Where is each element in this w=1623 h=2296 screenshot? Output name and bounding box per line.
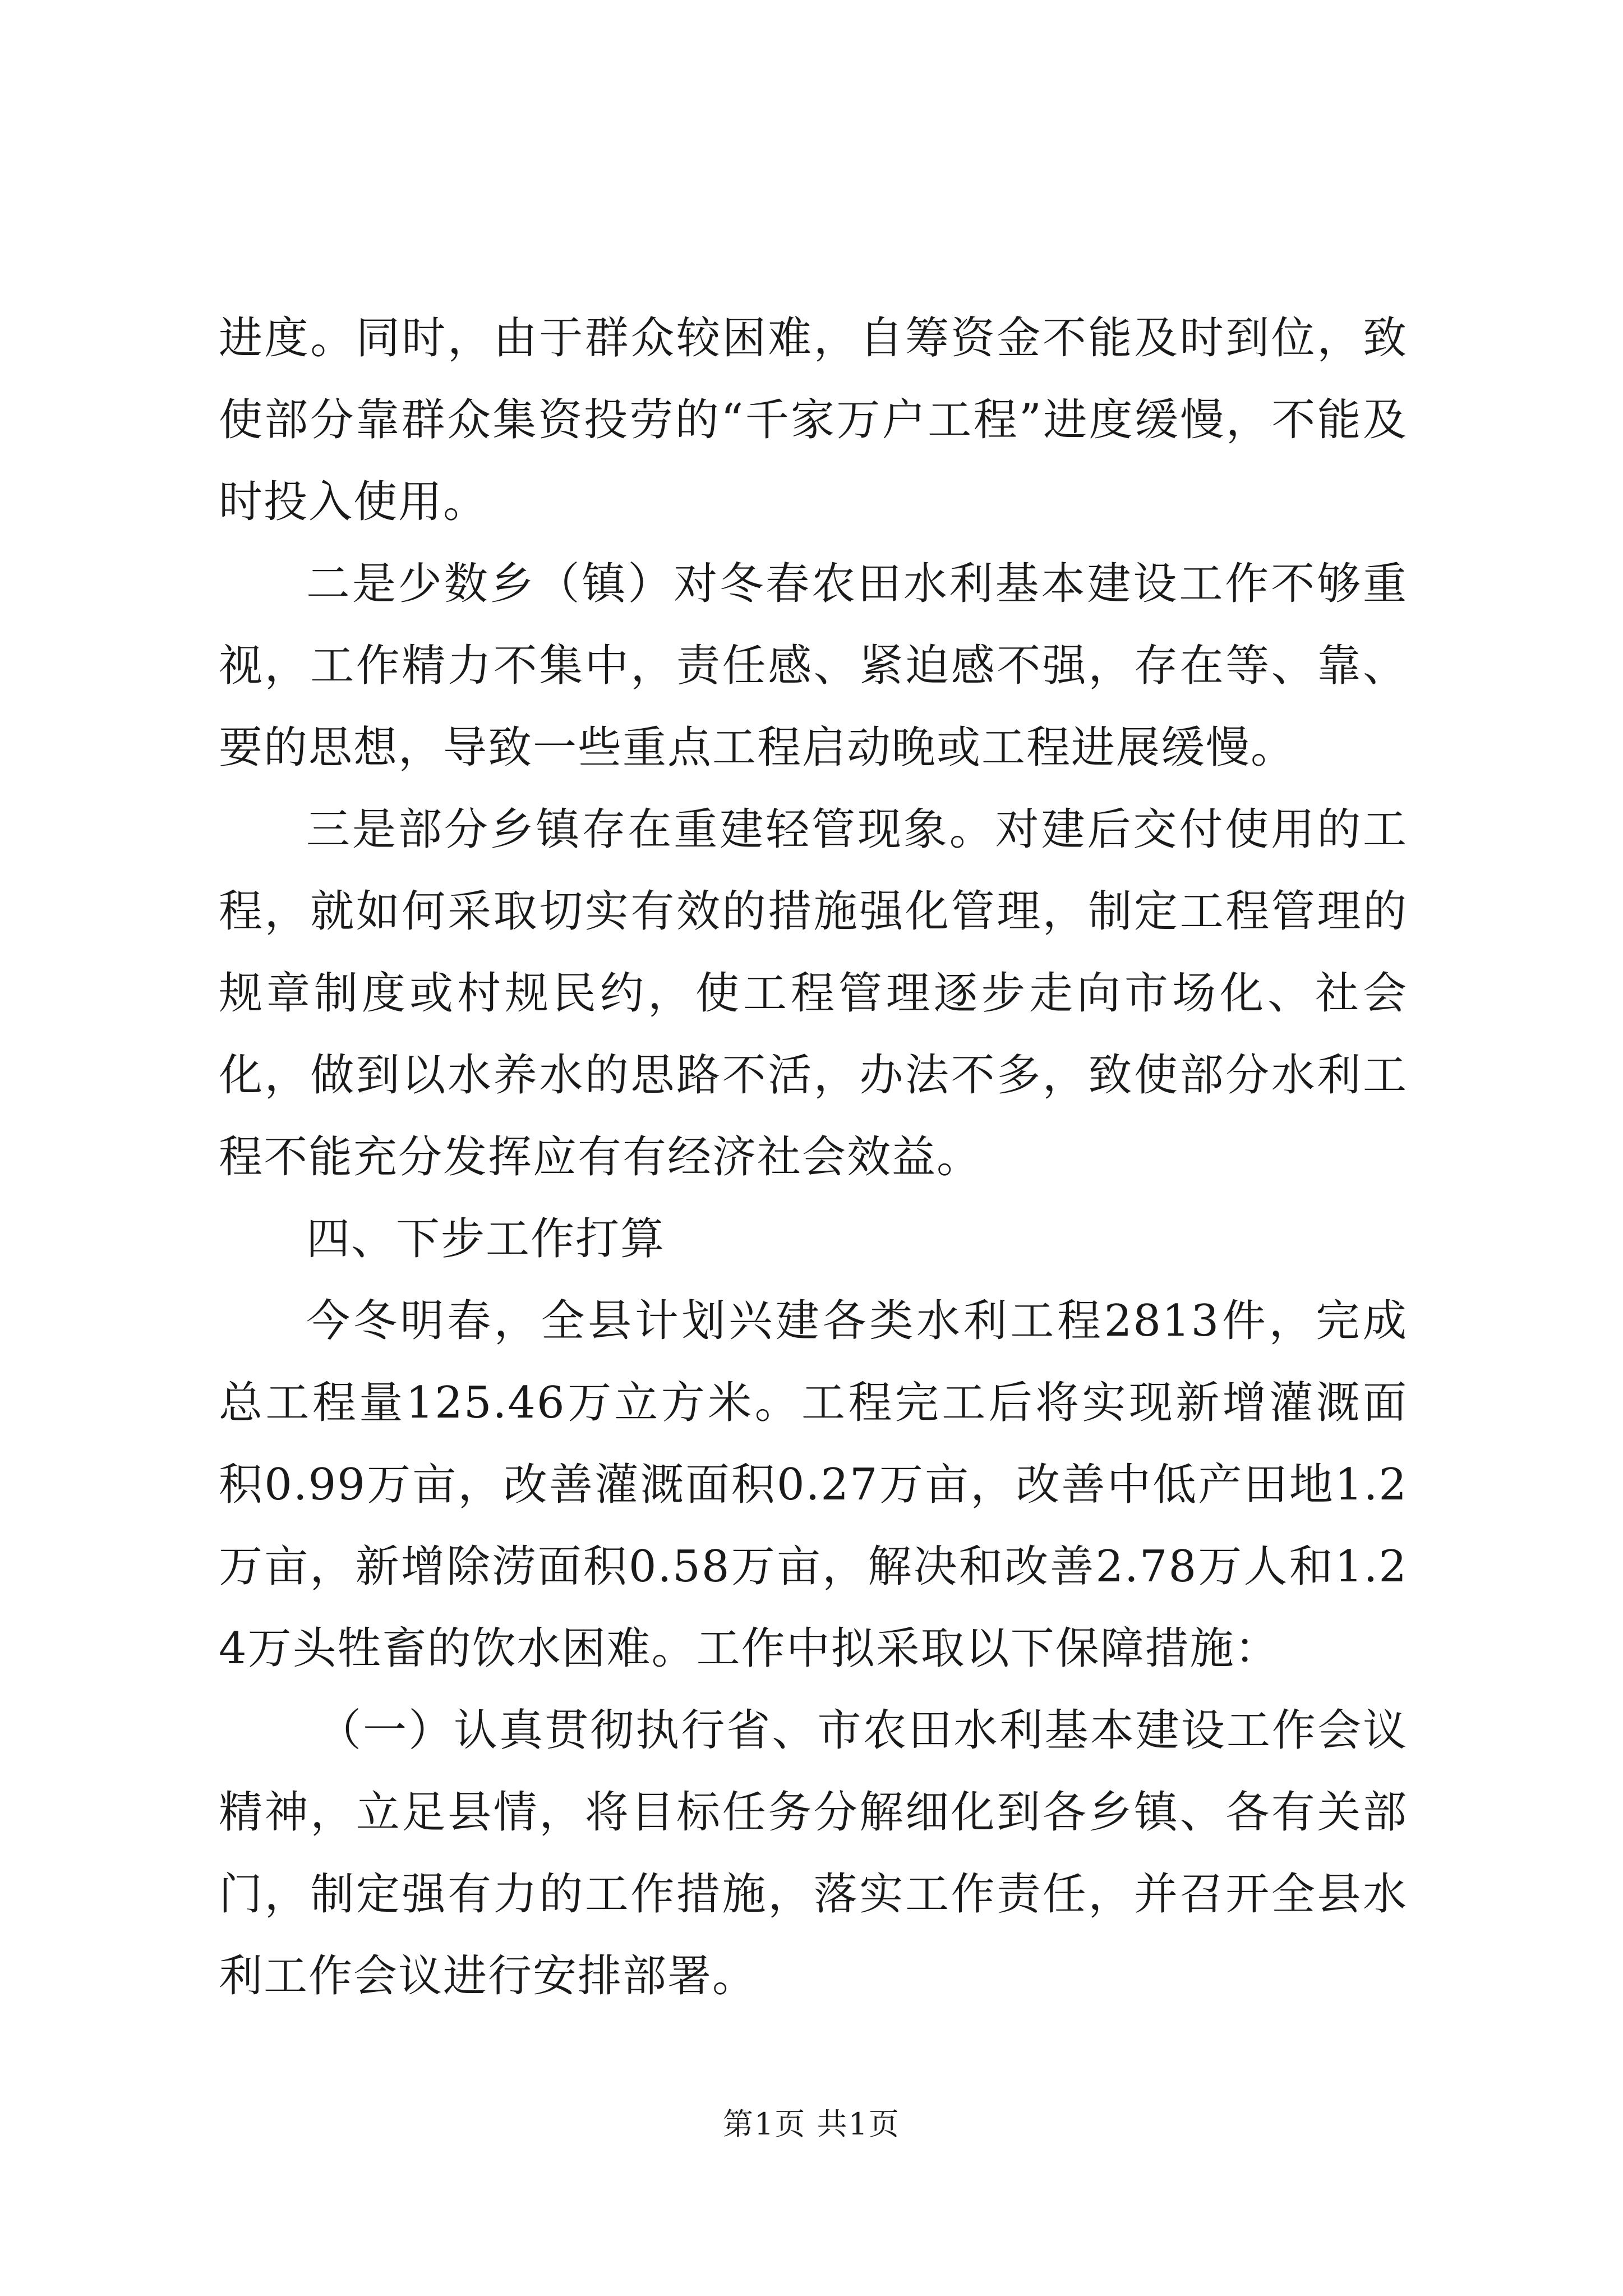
- paragraph-issue-two: 二是少数乡（镇）对冬春农田水利基本建设工作不够重视，工作精力不集中，责任感、紧迫感不强，存在等、靠、要的思想，导致一些重点工程启动晚或工程进展缓慢。: [219, 559, 1408, 773]
- paragraph-plan: 今冬明春，全县计划兴建各类水利工程2813件，完成总工程量125.46万立方米。工程完工后将实现新增灌溉面积0.99万亩，改善灌溉面积0.27万亩，改善中低产田地1.2万亩，新增除涝面积0.58万亩，解决和改善2.78万人和1.24万头牲畜的饮水困难。工作中拟采取以下保障措施：: [219, 1296, 1408, 1674]
- paragraph-continuation: 进度。同时，由于群众较困难，自筹资金不能及时到位，致使部分靠群众集资投劳的“千家万户工程”进度缓慢，不能及时投入使用。: [219, 313, 1408, 527]
- paragraph-measure-one: （一）认真贯彻执行省、市农田水利基本建设工作会议精神，立足县情，将目标任务分解细化到各乡镇、各有关部门，制定强有力的工作措施，落实工作责任，并召开全县水利工作会议进行安排部署。: [219, 1705, 1408, 2001]
- paragraph-issue-three: 三是部分乡镇存在重建轻管现象。对建后交付使用的工程，就如何采取切实有效的措施强化管理，制定工程管理的规章制度或村规民约，使工程管理逐步走向市场化、社会化，做到以水养水的思路不活，办法不多，致使部分水利工程不能充分发挥应有有经济社会效益。: [219, 804, 1408, 1182]
- document-body: [219, 297, 1408, 2017]
- page-footer: 第1页 共1页: [723, 2106, 900, 2142]
- section-heading-next-steps: 四、下步工作打算: [306, 1214, 666, 1264]
